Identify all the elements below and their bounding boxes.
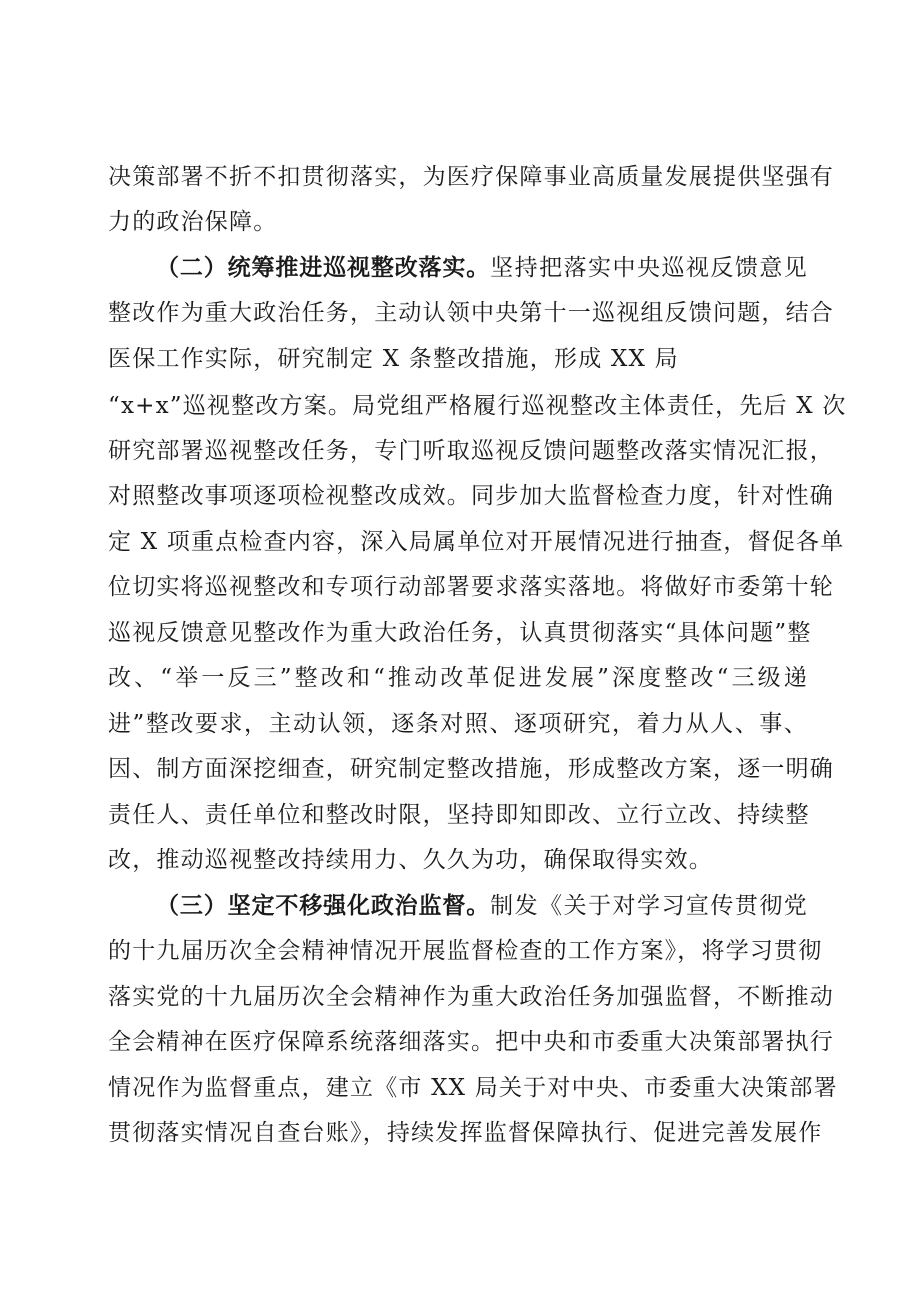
- paragraph-line: 进”整改要求，主动认领，逐条对照、逐项研究，着力从人、事、: [108, 711, 808, 737]
- paragraph-line: 决策部署不折不扣贯彻落实，为医疗保障事业高质量发展提供坚强有: [108, 164, 834, 190]
- paragraph-line: 定 X 项重点检查内容，深入局属单位对开展情况进行抽查，督促各单: [108, 529, 845, 555]
- paragraph-line: 医保工作实际，研究制定 X 条整改措施，形成 XX 局: [108, 346, 679, 372]
- paragraph-line: 落实党的十九届历次全会精神作为重大政治任务加强监督，不断推动: [108, 984, 834, 1010]
- paragraph-line: 位切实将巡视整改和专项行动部署要求落实落地。将做好市委第十轮: [108, 574, 834, 600]
- paragraph-line: 改，推动巡视整改持续用力、久久为功，确保取得实效。: [108, 847, 713, 873]
- section-heading: （二）统筹推进巡视整改落实。: [156, 255, 491, 281]
- paragraph-line: 全会精神在医疗保障系统落细落实。把中央和市委重大决策部署执行: [108, 1029, 834, 1055]
- paragraph-line: 巡视反馈意见整改作为重大政治任务，认真贯彻落实“具体问题”整: [108, 620, 812, 646]
- paragraph-first-line: [156, 891, 808, 921]
- paragraph-line: 责任人、责任单位和整改时限，坚持即知即改、立行立改、持续整: [108, 802, 810, 828]
- paragraph-line: 情况作为监督重点，建立《市 XX 局关于对中央、市委重大决策部署: [108, 1075, 838, 1101]
- paragraph-line: 的十九届历次全会精神情况开展监督检查的工作方案》，将学习贯彻: [108, 938, 823, 964]
- paragraph-text: 制发《关于对学习宣传贯彻党: [490, 893, 808, 919]
- section-heading: （三）坚定不移强化政治监督。: [156, 893, 491, 919]
- paragraph-line: 贯彻落实情况自查台账》，持续发挥监督保障执行、促进完善发展作: [108, 1120, 823, 1146]
- paragraph-line: 整改作为重大政治任务，主动认领中央第十一巡视组反馈问题，结合: [108, 300, 834, 326]
- paragraph-line: 研究部署巡视整改任务，专门听取巡视反馈问题整改落实情况汇报，: [108, 438, 834, 464]
- paragraph-text: 坚持把落实中央巡视反馈意见: [490, 255, 808, 281]
- paragraph-line: 因、制方面深挖细查，研究制定整改措施，形成整改方案，逐一明确: [108, 756, 834, 782]
- paragraph-line: 对照整改事项逐项检视整改成效。同步加大监督检查力度，针对性确: [108, 483, 834, 509]
- paragraph-line: “x+x”巡视整改方案。局党组严格履行巡视整改主体责任，先后 X 次: [108, 393, 847, 419]
- paragraph-first-line: [156, 253, 808, 283]
- paragraph-line: 改、“举一反三”整改和“推动改革促进发展”深度整改“三级递: [108, 665, 808, 691]
- paragraph-line: 力的政治保障。: [108, 209, 278, 235]
